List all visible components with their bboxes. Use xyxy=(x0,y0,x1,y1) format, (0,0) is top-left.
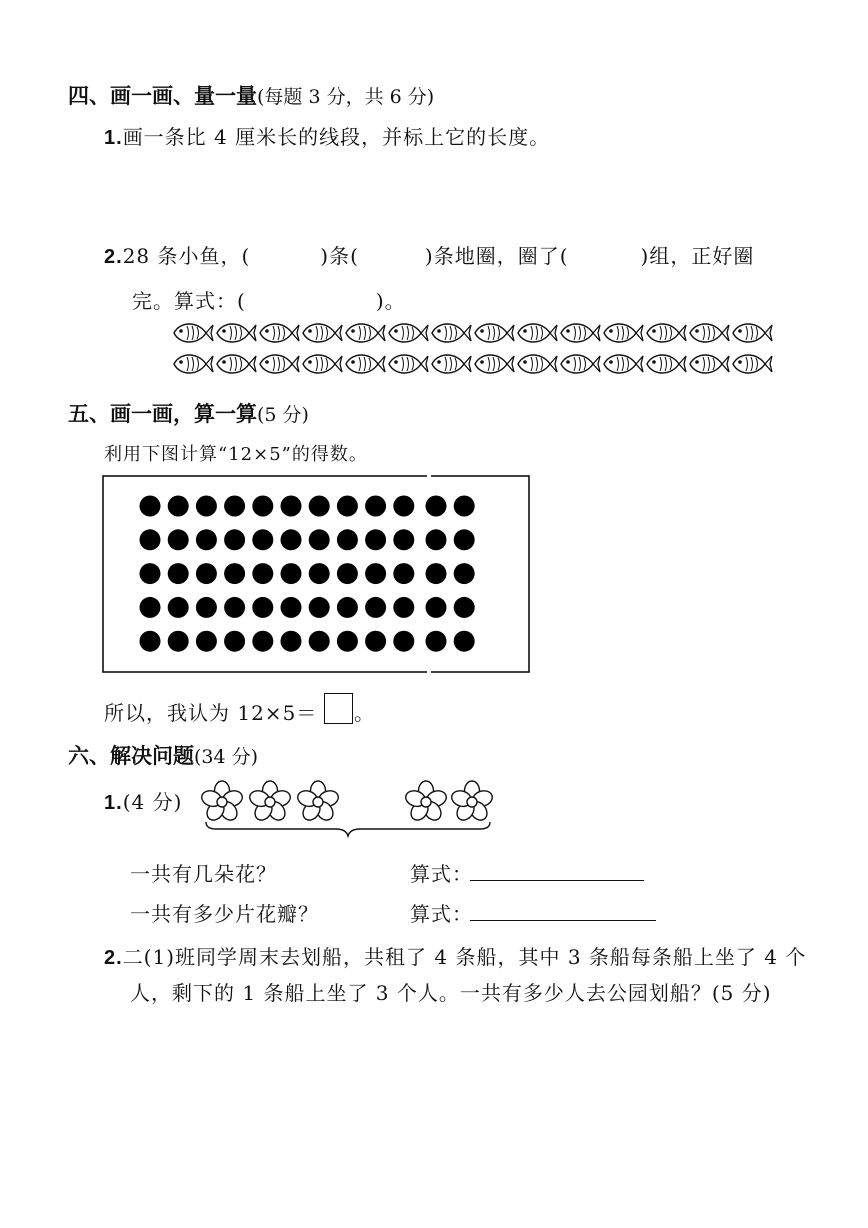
s6-q1-number: 1. xyxy=(104,792,123,814)
fish-icon xyxy=(647,355,686,373)
s6-q1-formula2-line[interactable] xyxy=(470,920,656,921)
dot xyxy=(337,631,358,652)
dot xyxy=(365,529,386,550)
s4-q2-text-b: )条( xyxy=(320,244,359,268)
dot xyxy=(196,597,217,618)
flower-icon xyxy=(296,781,341,823)
dot xyxy=(426,631,447,652)
dot xyxy=(196,496,217,517)
flower-icon xyxy=(200,781,245,823)
dot xyxy=(337,529,358,550)
dot xyxy=(426,496,447,517)
dot xyxy=(365,496,386,517)
fish-icon xyxy=(475,324,514,342)
fish-icon xyxy=(174,324,213,342)
s4-q2-text-d: )组，正好圈 xyxy=(640,244,755,268)
fish-icon xyxy=(733,324,772,342)
s5-prompt: 利用下图计算“12×5”的得数。 xyxy=(104,444,368,465)
dot xyxy=(393,631,414,652)
s6-q1-points: (4 分) xyxy=(122,790,183,814)
dot xyxy=(309,529,330,550)
fish-group xyxy=(168,318,788,382)
s5-conclusion xyxy=(104,697,317,726)
dot-array xyxy=(102,474,532,674)
dot xyxy=(252,529,273,550)
dot xyxy=(140,496,161,517)
fish-icon xyxy=(389,355,428,373)
dot xyxy=(196,631,217,652)
brace xyxy=(206,822,490,836)
s5-answer-box[interactable] xyxy=(324,693,353,724)
dot xyxy=(168,529,189,550)
dot xyxy=(426,563,447,584)
dot xyxy=(309,631,330,652)
dot xyxy=(281,563,302,584)
section4-title: 四、画一画、量一量 xyxy=(68,84,257,108)
section4-points: (每题 3 分，共 6 分) xyxy=(257,86,435,108)
s6-q1-ask1: 一共有几朵花？ xyxy=(130,862,277,886)
s4-q2-number: 2. xyxy=(104,246,123,268)
section6-title: 六、解决问题 xyxy=(68,744,194,768)
dot xyxy=(393,563,414,584)
dot xyxy=(454,563,475,584)
s4-q2-line2 xyxy=(132,285,406,314)
section6-heading xyxy=(68,740,258,770)
s6-q2-text1: 二(1)班同学周末去划船，共租了 4 条船，其中 3 条船每条船上坐了 4 个 xyxy=(122,945,807,969)
dot xyxy=(140,597,161,618)
section5-points: (5 分) xyxy=(257,404,309,426)
s4-q1 xyxy=(104,121,550,150)
section4-heading xyxy=(68,80,434,110)
dot xyxy=(309,563,330,584)
fish-icon xyxy=(389,324,428,342)
dot xyxy=(426,597,447,618)
s6-q1 xyxy=(104,786,182,815)
dot xyxy=(454,529,475,550)
s6-q1-ask2: 一共有多少片花瓣？ xyxy=(130,902,319,926)
s6-q2-line2: 人，剩下的 1 条船上坐了 3 个人。一共有多少人去公园划船？(5 分) xyxy=(130,981,772,1005)
dot xyxy=(168,496,189,517)
fish-icon xyxy=(260,324,299,342)
dot xyxy=(393,496,414,517)
fish-icon xyxy=(260,355,299,373)
dot xyxy=(426,529,447,550)
fish-icon xyxy=(217,324,256,342)
dot xyxy=(454,631,475,652)
dot xyxy=(224,563,245,584)
s6-q2-number: 2. xyxy=(104,947,123,969)
fish-icon xyxy=(518,324,557,342)
fish-icon xyxy=(174,355,213,373)
dot xyxy=(140,563,161,584)
dot xyxy=(224,529,245,550)
fish-icon xyxy=(432,324,471,342)
s4-q2-text-a: 28 条小鱼，( xyxy=(122,244,251,268)
fish-icon xyxy=(647,324,686,342)
dot xyxy=(365,631,386,652)
dot xyxy=(224,496,245,517)
fish-icon xyxy=(690,355,729,373)
dot xyxy=(168,597,189,618)
dot xyxy=(309,597,330,618)
s6-q2-line1 xyxy=(104,941,806,970)
dot xyxy=(140,529,161,550)
s4-q1-text: 画一条比 4 厘米长的线段，并标上它的长度。 xyxy=(122,125,551,149)
s6-q1-formula1-line[interactable] xyxy=(470,880,644,881)
section5-title: 五、画一画，算一算 xyxy=(68,402,257,426)
dot xyxy=(309,496,330,517)
dot xyxy=(281,631,302,652)
s6-q1-formula1-label: 算式： xyxy=(410,862,473,886)
fish-icon xyxy=(604,355,643,373)
fish-icon xyxy=(561,324,600,342)
flower-icon xyxy=(450,781,495,823)
fish-icon xyxy=(303,324,342,342)
dot xyxy=(337,563,358,584)
s4-q1-number: 1. xyxy=(104,127,123,149)
dot xyxy=(337,597,358,618)
dot xyxy=(365,563,386,584)
s4-q2-text-f: )。 xyxy=(375,289,406,313)
dot xyxy=(281,529,302,550)
dot xyxy=(252,597,273,618)
dot xyxy=(196,563,217,584)
section5-heading xyxy=(68,398,309,428)
fish-icon xyxy=(733,355,772,373)
dot xyxy=(365,597,386,618)
dot xyxy=(168,631,189,652)
s4-q2-text-e: 完。算式：( xyxy=(132,289,246,313)
flower-group xyxy=(196,780,506,840)
dot xyxy=(252,631,273,652)
fish-icon xyxy=(432,355,471,373)
dot xyxy=(168,563,189,584)
fish-icon xyxy=(217,355,256,373)
fish-icon xyxy=(346,324,385,342)
dot xyxy=(140,631,161,652)
s4-q2-line1 xyxy=(104,240,754,269)
fish-icon xyxy=(518,355,557,373)
fish-icon xyxy=(303,355,342,373)
dot xyxy=(393,597,414,618)
dot xyxy=(281,496,302,517)
fish-icon xyxy=(346,355,385,373)
fish-icon xyxy=(604,324,643,342)
s6-q1-formula2-label: 算式： xyxy=(410,902,473,926)
s4-q2-text-c: )条地圈，圈了( xyxy=(424,244,569,268)
fish-icon xyxy=(561,355,600,373)
s5-conclusion-end: 。 xyxy=(354,701,375,725)
dot xyxy=(252,563,273,584)
dot xyxy=(252,496,273,517)
s5-conclusion-text: 所以，我认为 12×5＝ xyxy=(104,701,318,725)
dot xyxy=(337,496,358,517)
section6-points: (34 分) xyxy=(194,746,259,768)
dot xyxy=(224,597,245,618)
dot xyxy=(454,597,475,618)
fish-icon xyxy=(690,324,729,342)
dot xyxy=(196,529,217,550)
flower-icon xyxy=(404,781,449,823)
dot xyxy=(454,496,475,517)
dot xyxy=(224,631,245,652)
flower-icon xyxy=(248,781,293,823)
dot xyxy=(281,597,302,618)
fish-icon xyxy=(475,355,514,373)
dot xyxy=(393,529,414,550)
